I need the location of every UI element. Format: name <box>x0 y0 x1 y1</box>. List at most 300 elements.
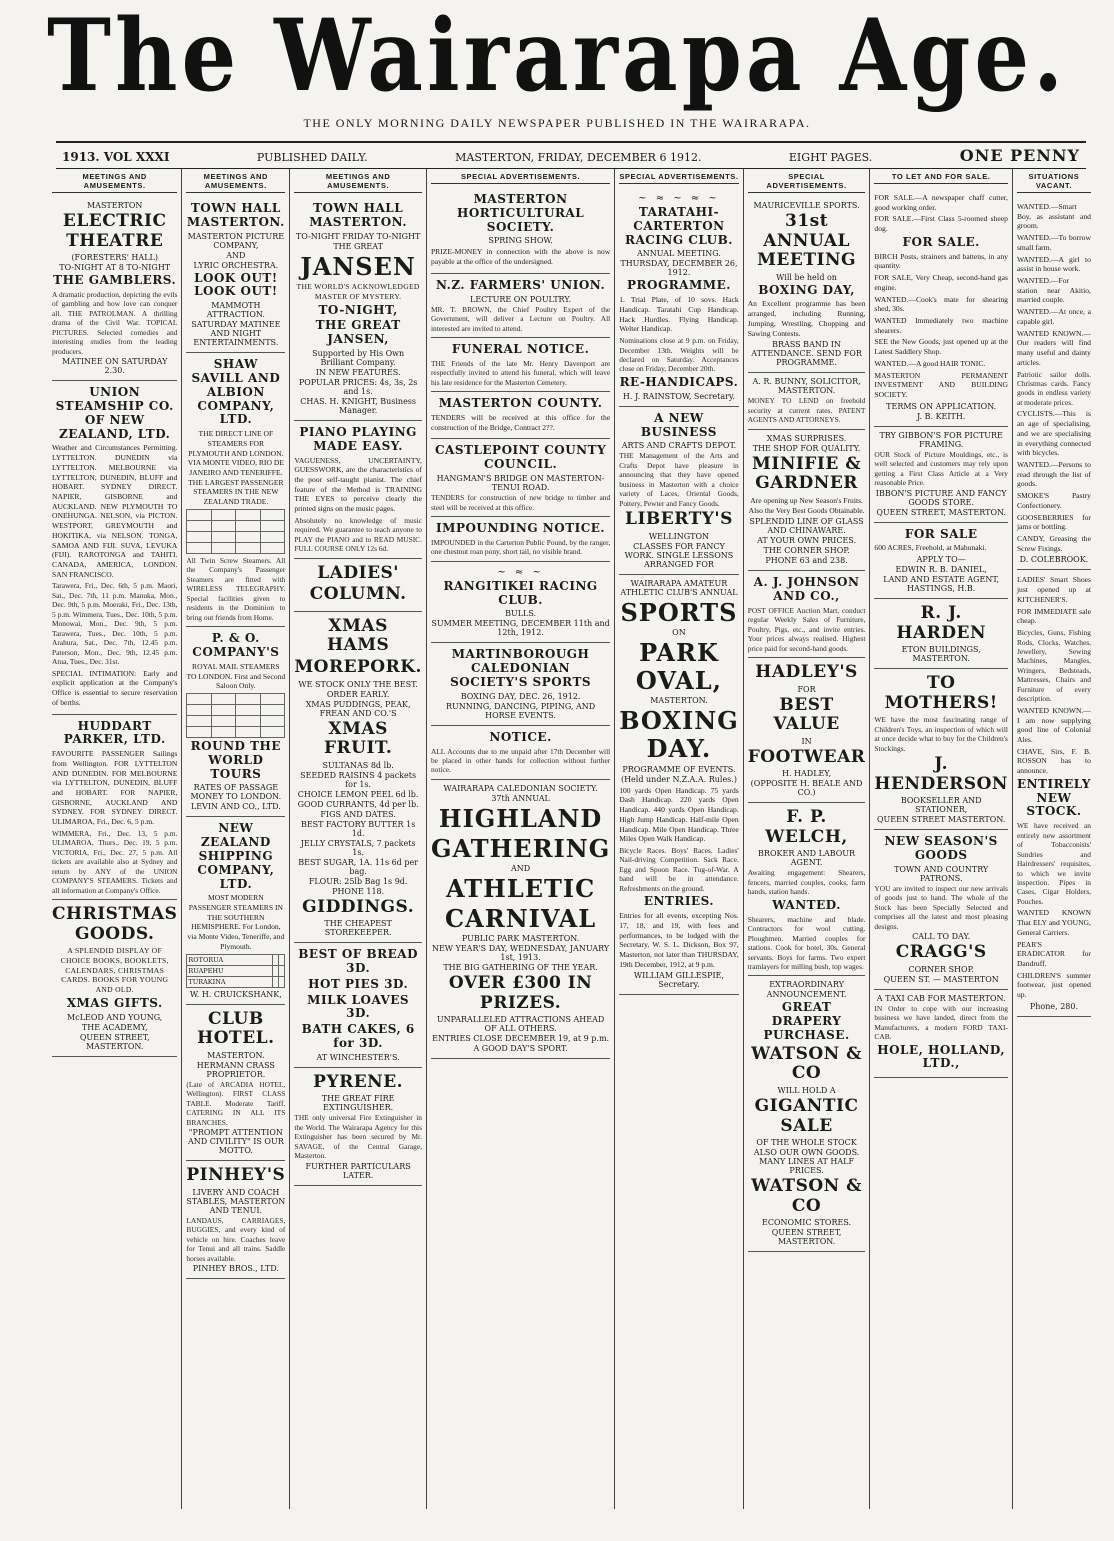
ad-title: PYRENE. <box>313 1071 404 1092</box>
ad-subline: A TAXI CAB FOR MASTERTON. <box>876 993 1006 1003</box>
ad-feature: XMAS FRUIT. <box>323 718 393 759</box>
ad-subline: TO-NIGHT FRIDAY TO-NIGHT <box>295 231 421 241</box>
harden-ad <box>874 599 1008 669</box>
ad-title: MARTINBOROUGH CALEDONIAN SOCIETY'S SPORTS <box>450 647 592 689</box>
sailing-table <box>186 693 285 738</box>
ad-body: Absolutely no knowledge of music required. We guarantee to teach anyone to PLAY the PIANO and to READ MUSIC. FULL COURSE ONLY 12s 6d. <box>294 515 422 554</box>
ad-feature: LOOK OUT! LOOK OUT! <box>194 270 278 299</box>
ad-subline: MAURICEVILLE SPORTS. <box>753 201 860 210</box>
column-8 <box>1013 169 1095 1509</box>
price-item: GOOD CURRANTS, 4d per lb. <box>297 799 419 809</box>
classified-ad: CYCLISTS.—This is an age of specialising, and we are specialising in everything connected with bicycles. <box>1016 409 1091 458</box>
newspaper-title: The Wairarapa Age. <box>46 0 1068 114</box>
ad-subline: H. HADLEY, <box>781 769 832 779</box>
ad-subline: TRY GIBBON'S FOR PICTURE FRAMING. <box>879 430 1003 449</box>
special-intimation: SPECIAL INTIMATION: Early and explicit application at the Company's Office is essential to secure reservation of berths. <box>52 668 178 707</box>
column-heading: MEETINGS AND AMUSEMENTS. <box>186 169 285 193</box>
horse-illustration: ~ ≈ ~ <box>497 566 544 578</box>
union-steamship-ad <box>52 381 177 714</box>
ad-title: CHRISTMAS GOODS. <box>52 904 178 944</box>
ad-body: Are opening up New Season's Fruits. Also the Very Best Goods Obtainable. <box>748 495 865 515</box>
issue-number: 1913. VOL XXXI <box>62 150 170 164</box>
ad-subline: EXTRAORDINARY <box>769 980 844 990</box>
ad-subline: A. R. BUNNY, SOLICITOR, MASTERTON. <box>752 377 861 396</box>
ad-subline: HANGMAN'S BRIDGE ON MASTERTON-TENUI ROAD. <box>436 474 605 493</box>
ad-body: Weather and Circumstances Permitting. LYTTELTON. DUNEDIN via LYTTELTON. MELBOURNE via LYTTELTON, DUNEDIN, BLUFF and HOBART. SYDNEY DIRECT. NAPIER, GISBORNE and AUCKLAND. NEW PLYMOUTH TO ONEHUNGA. NELSON, via PICTON. WESTPORT, GREYMOUTH and HOKITIKA, via NELSON. TONGA, SAMOA AND FIJI. SUVA, LEVUKA (FIJI). RAROTONGA and TAHITI. CANADA, AMERICA, LONDON. SAN FRANCISCO. <box>52 443 178 579</box>
advertiser-name: WATSON & CO <box>751 1043 862 1084</box>
ad-body: Awaiting engagement: Shearers, fencers, married couples, cooks, farm hands, station hands. <box>747 868 866 897</box>
ad-subline: BROKER AND LABOUR AGENT. <box>758 849 856 868</box>
ad-subline: MASTERTON. <box>650 696 708 706</box>
ad-feature: PARK OVAL, <box>635 638 722 695</box>
ad-title: TOWN HALL MASTERTON. <box>309 201 408 229</box>
for-sale-ads <box>874 188 1008 427</box>
ad-feature: THE GAMBLERS. <box>53 273 177 288</box>
ad-title: MASTERTON COUNTY. <box>438 396 603 411</box>
ad-subline: APPLY TO— <box>916 555 966 565</box>
ad-subline: THE GREAT <box>333 241 383 251</box>
ad-feature: ENTRIES. <box>643 894 715 909</box>
arts-crafts-ad <box>619 407 739 575</box>
ad-title: NEW SEASON'S GOODS <box>884 834 998 863</box>
ad-subline: AND <box>226 250 246 260</box>
column-4 <box>427 169 615 1509</box>
morepork-grocer-ad <box>294 612 422 943</box>
ad-subline: MASTERTON PICTURE COMPANY, <box>187 231 285 250</box>
advertiser-name: EDWIN R. B. DANIEL, <box>895 565 987 575</box>
ad-title: PIANO PLAYING MADE EASY. <box>299 425 417 453</box>
ad-title: ELECTRIC THEATRE <box>62 211 167 251</box>
classified-ad: BIRCH Posts, strainers and battens, in any quantity. <box>874 251 1008 271</box>
jansen-ad <box>294 197 422 421</box>
classified-ad: CHILDREN'S summer footwear, just opened up. <box>1016 970 1091 1000</box>
masthead <box>0 0 1114 112</box>
ad-title: PINHEY'S <box>186 1165 286 1186</box>
ad-subline: THE CHEAPEST STOREKEEPER. <box>324 919 392 938</box>
welch-labour-ad <box>748 803 866 976</box>
ad-feature: GREAT DRAPERY PURCHASE. <box>763 1000 850 1043</box>
cragg-ad <box>874 830 1008 989</box>
classified-ad: SEE the New Goods, just opened up at the Latest Saddlery Shop. <box>874 337 1008 357</box>
highland-gathering-ad <box>431 780 610 1059</box>
ad-title: MASTERTON HORTICULTURAL SOCIETY. <box>456 192 585 234</box>
ad-motto: "PROMPT ATTENTION AND CIVILITY" IS OUR MOTTO. <box>187 1128 284 1156</box>
ad-body: A SPLENDID DISPLAY OF CHOICE BOOKS, BOOKLETS, CALENDARS, CHRISTMAS CARDS. BOOKS FOR YOUNG AND OLD. <box>60 946 169 995</box>
henderson-ad <box>874 669 1008 830</box>
ad-subline: Will be held on <box>776 272 837 282</box>
ad-body: TENDERS for construction of new bridge to timber and steel will be received at this office. <box>430 493 611 512</box>
taratahi-racing-ad <box>619 188 739 407</box>
ad-subline: SATURDAY MATINEE AND NIGHT ENTERTAINMENTS. <box>191 320 281 348</box>
advertiser-name: WATSON & CO <box>751 1176 862 1216</box>
ad-feature: LIBERTY'S <box>625 509 733 530</box>
column-heading: MEETINGS AND AMUSEMENTS. <box>52 169 177 193</box>
ad-body: An Excellent programme has been arranged, including Running, Jumping, Wrestling, Chopping and Sawing Contests. <box>747 299 866 338</box>
notice-ad <box>431 726 610 780</box>
published-label: PUBLISHED DAILY. <box>256 151 368 164</box>
ad-agents: W. H. CRUICKSHANK, <box>189 989 282 999</box>
ad-title: RANGITIKEI RACING CLUB. <box>443 578 598 607</box>
column-1 <box>48 169 182 1509</box>
ship-name: ROTORUA <box>187 954 272 965</box>
ad-feature: OVER £300 IN PRIZES. <box>448 973 593 1013</box>
ad-body: A dramatic production, depicting the evils of gambling and how love can conquer all. THE PATROLMAN. A thrilling drama of the Civil War. TOPICAL PICTURES. Selected comedies and interesting studies from the leading producers. <box>52 289 178 356</box>
ad-subline: BOOKSELLER AND STATIONER, <box>900 796 982 815</box>
ad-body: 600 ACRES, Freehold, at Mahunaki. <box>874 543 987 553</box>
ad-subline: ON <box>672 628 686 638</box>
ad-title: IMPOUNDING NOTICE. <box>436 521 606 535</box>
ad-body: OUR Stock of Picture Mouldings, etc., is well selected and customers may rely upon getting a First Class Article at a Very reasonable Price. <box>874 449 1008 488</box>
price-item: BATH CAKES, 6 for 3D. <box>301 1022 415 1050</box>
ad-subline: NEW YEAR'S DAY, WEDNESDAY, JANUARY 1st, 1913. <box>431 944 610 963</box>
ad-feature: BEST VALUE <box>773 694 840 735</box>
advertiser-name: MINIFIE & GARDNER <box>752 453 862 494</box>
athletic-sports-ad <box>619 575 739 996</box>
ad-subline: ALSO OUR OWN GOODS. MANY LINES AT HALF PRICES. <box>753 1148 860 1176</box>
column-6 <box>744 169 871 1509</box>
classified-ad: WANTED.—Smart Boy, as assistant and groom. <box>1016 202 1091 231</box>
ad-subline: ANNOUNCEMENT. <box>766 990 847 1000</box>
ad-subline: WAIRARAPA CALEDONIAN SOCIETY. <box>443 783 598 793</box>
ad-feature: BOXING DAY. <box>619 706 739 764</box>
price-item: BEST SUGAR, 1A. 11s 6d per bag. <box>298 857 419 876</box>
ad-subline: TOWN AND COUNTRY PATRONS. <box>894 864 989 883</box>
ad-body: Nominations close at 9 p.m. on Friday, December 13th. Weights will be declared on Saturday. Acceptances close on Friday, December 20th. <box>619 336 739 374</box>
mauriceville-sports-ad <box>748 197 866 373</box>
ad-feature: ROUND THE WORLD TOURS <box>190 738 282 781</box>
price-item: HOT PIES 3D. <box>308 976 409 991</box>
ladies-column <box>294 559 422 612</box>
ad-subline: CLASSES FOR FANCY WORK. SINGLE LESSONS ARRANGED FOR <box>624 541 734 569</box>
ad-title: TARATAHI-CARTERTON RACING CLUB. <box>624 205 733 247</box>
ad-feature: THE GREAT JANSEN, <box>315 318 401 347</box>
ad-title: LADIES' <box>317 562 400 583</box>
section-heading: FOR SALE. <box>902 234 980 249</box>
newspaper-subtitle: THE ONLY MORNING DAILY NEWSPAPER PUBLISHED IN THE WAIRARAPA. <box>303 116 811 130</box>
column-heading: SPECIAL ADVERTISEMENTS. <box>431 169 610 184</box>
ad-body: Patriotic sailor dolls. Christmas cards. Fancy goods in endless variety at moderate prices. <box>1016 369 1091 407</box>
solicitor-ad <box>748 373 866 429</box>
ad-title: UNION STEAMSHIP CO. OF NEW ZEALAND, LTD. <box>55 385 174 441</box>
impounding-notice <box>431 517 610 562</box>
advertiser-name: GIDDINGS. <box>302 896 415 917</box>
ad-feature: WANTED. <box>772 897 841 912</box>
minifie-gardner-ad <box>748 430 866 572</box>
advertiser-name: J. B. KEITH. <box>916 411 966 421</box>
ad-body: 100 yards Open Handicap. 75 yards Dash Handicap. 220 yards Open Handicap. 440 yards Open Handicap. High Jump Handicap. Half-mile Open Handicap. Mile Open Handicap. Three Miles Open Walk Handicap. <box>619 785 739 844</box>
classified-ad: WANTED KNOWN That ELY and YOUNG, General Carriers. <box>1016 908 1091 937</box>
ad-feature: CARNIVAL <box>445 903 597 933</box>
advertiser-name: AT WINCHESTER'S. <box>316 1052 400 1062</box>
ad-title: NEW ZEALAND SHIPPING COMPANY, LTD. <box>197 821 275 891</box>
ad-body: WE have received an entirely new assortment of Tobacconists' Sundries and Hairdressers' requisites, to which we invite inspection. Pipes in Cases, Cigar Holders, Pouches. <box>1016 821 1091 906</box>
ad-subline: AND <box>510 864 531 874</box>
ad-subline: (Held under N.Z.A.A. Rules.) <box>620 774 737 784</box>
ad-prices: POPULAR PRICES: 4s, 3s, 2s and 1s. <box>298 378 418 397</box>
section-heading: ENTIRELY NEW STOCK. <box>1016 776 1091 819</box>
ad-subline: HERMANN CRASS PROPRIETOR. <box>196 1060 275 1079</box>
ad-title: FOR SALE <box>904 526 978 541</box>
classified-ad: WANTED.—To borrow small farm. <box>1016 233 1091 252</box>
ad-body: MR. T. BROWN, the Chief Poultry Expert of the Government, will deliver a Lecture on Poultry. All interested are invited to attend. <box>430 304 611 333</box>
ad-subline: ORDER EARLY. <box>326 689 390 699</box>
advertiser-name: A. J. JOHNSON AND CO., <box>753 575 860 604</box>
advertiser-address: QUEEN STREET, MASTERTON. <box>876 507 1007 517</box>
classified-ad: CANDY, Greasing the Screw Fixings. <box>1016 534 1091 553</box>
ad-agents: LEVIN AND CO., LTD. <box>190 802 281 812</box>
advertiser-address: QUEEN ST. — MASTERTON <box>883 974 999 984</box>
ad-subline: BOXING DAY, DEC. 26, 1912. <box>460 691 581 701</box>
column-heading: SPECIAL ADVERTISEMENTS. <box>748 169 866 193</box>
classified-ad: WANTED.—A good HAIR TONIC. <box>874 358 986 368</box>
situations-vacant-ads <box>1017 197 1091 570</box>
ad-feature: HIGHLAND <box>438 803 603 833</box>
funeral-notice <box>431 338 610 392</box>
ad-subline: BULLS. <box>505 609 537 619</box>
ad-body: Bicycles, Guns, Fishing Rods, Clocks, Watches, Jewellery, Sewing Machines, Mangles, Wringers, Bedsteads, Mattresses, Chairs and Furniture of every description. <box>1016 628 1091 704</box>
ad-feature: GIGANTIC SALE <box>754 1095 859 1136</box>
ad-body: WE have the most fascinating range of Children's Toys, an inspection of which will at once decide what to buy for the Children's Stockings. <box>874 715 1008 753</box>
ad-body: VAGUENESS, UNCERTAINTY, GUESSWORK, are the characteristics of the poor self-taught pianist. The chief feature of the Method is TRAINING THE EYES to perceive clearly the printed signs on the music pages. <box>294 455 422 514</box>
advertiser-shop: THE ACADEMY, <box>81 1022 148 1032</box>
ad-title: FUNERAL NOTICE. <box>451 342 590 357</box>
ad-subline: LAND AND ESTATE AGENT, HASTINGS, H.B. <box>883 575 1000 594</box>
ad-subline: XMAS PUDDINGS, PEAK, FREAN AND CO.'S <box>305 699 411 718</box>
ad-feature: FOOTWEAR <box>747 746 866 767</box>
ad-subline: TERMS ON APPLICATION. <box>886 401 997 411</box>
classified-ad: WANTED KNOWN.—Our readers will find many useful and dainty articles. <box>1016 328 1091 367</box>
ad-body: YOU are invited to inspect our new arrivals of goods just to hand. The whole of the Stock has been Specially Selected and comprises all the latest and most pleasing designs. <box>874 883 1008 931</box>
ad-subline: BRASS BAND IN ATTENDANCE. SEND FOR PROGRAMME. <box>751 340 862 368</box>
column-heading: MEETINGS AND AMUSEMENTS. <box>294 169 422 193</box>
ad-body: WIMMERA, Fri., Dec. 13, 5 p.m. ULIMAROA, Thurs., Dec. 19, 5 p.m. VICTORIA, Fri., Dec. 27, 5 p.m. All tickets are available also at Sydney and return by ANY of the UNION COMPANY'S STEAMERS. Tickets and all information at Company's Office. <box>52 828 178 895</box>
ad-subline: ANNUAL MEETING. <box>636 249 721 259</box>
ad-subline: LECTURE ON POULTRY. <box>470 294 572 304</box>
club-hotel-ad <box>186 1005 285 1161</box>
ad-body: All Twin Screw Steamers. All the Company's Passenger Steamers are fitted with WIRELESS TELEGRAPHY. Special facilities given to residents in the Dominion to bring out friends from Home. <box>186 555 286 622</box>
ad-title: N.Z. FARMERS' UNION. <box>435 277 606 292</box>
phone-number: PHONE 118. <box>332 886 385 896</box>
masterton-county-ad <box>431 392 610 439</box>
classified-ad: LADIES' Smart Shoes just opened up at KITCHENER'S. <box>1016 575 1091 604</box>
price-item: MILK LOAVES 3D. <box>307 992 410 1021</box>
castlepoint-county-ad <box>431 439 610 517</box>
ad-feature: GATHERING <box>430 833 611 863</box>
ship-name: TURAKINA <box>187 976 272 987</box>
classified-ad: FOR IMMEDIATE sale cheap. <box>1016 606 1091 626</box>
piano-ad <box>294 421 422 559</box>
ad-body: IMPOUNDED in the Carterton Public Pound, by the ranger, one chestnut roan pony, short tail, no visible brand. <box>430 537 611 557</box>
column-heading: TO LET AND FOR SALE. <box>874 169 1008 184</box>
ad-body: TENDERS will be received at this office for the construction of the Bridge, Contract 2??. <box>430 413 611 432</box>
ad-footer: FURTHER PARTICULARS LATER. <box>305 1161 411 1180</box>
column-heading: SPECIAL ADVERTISEMENTS. <box>619 169 739 184</box>
ad-body: 1. Trial Plate, of 10 sovs. Hack Handicap. Taratahi Cup Handicap. Hack Hurdles. Flying Handicap. Welter Handicap. <box>619 295 739 334</box>
advertiser-name: HOLE, HOLLAND, LTD., <box>877 1042 1006 1071</box>
kitchener-ads <box>1017 570 1091 1016</box>
column-3 <box>290 169 427 1509</box>
ad-subline: ARTS AND CRAFTS DEPOT. <box>621 441 737 451</box>
ad-subline: OF THE WHOLE STOCK <box>756 1138 857 1148</box>
ad-title: TO MOTHERS! <box>884 673 998 713</box>
ad-subline: (OPPOSITE H. BEALE AND CO.) <box>750 779 863 798</box>
column-2 <box>182 169 290 1509</box>
classified-ad: WANTED.—Persons to read through the list of goods. <box>1016 459 1091 489</box>
ad-secretary: H. J. RAINSTOW, Secretary. <box>622 391 735 401</box>
ad-title: MOREPORK. <box>294 656 422 677</box>
ad-secretary: WILLIAM GILLESPIE, Secretary. <box>633 971 724 990</box>
advertiser-address: QUEEN STREET MASTERTON. <box>877 815 1006 825</box>
ad-body: LANDAUS, CARRIAGES, BUGGIES, and every kind of vehicle on hire. Coaches leave for Tenui and all trains. Saddle horses available. <box>186 1215 286 1263</box>
ad-subline: IN NEW FEATURES. <box>315 368 401 378</box>
advertiser-name: J. HENDERSON <box>874 754 1008 794</box>
ad-title: NOTICE. <box>489 729 552 744</box>
gibbon-framing-ad <box>874 427 1008 523</box>
advertiser-name: CRAGG'S <box>895 942 987 963</box>
land-sale-ad <box>874 523 1008 600</box>
ad-body: MONEY TO LEND on freehold security at current rates. PATENT AGENTS AND ATTORNEYS. <box>747 396 866 425</box>
classified-ad: WANTED.—Cook's mate for shearing shed, 30s. <box>874 294 1008 314</box>
sailing-table <box>186 509 285 554</box>
ad-footer: PINHEY BROS., LTD. <box>192 1263 279 1273</box>
ad-subline: IN <box>801 736 812 746</box>
ad-body: (Late of ARCADIA HOTEL, Wellington). FIRST CLASS TABLE. Moderate Tariff. CATERING IN ALL ITS BRANCHES. <box>186 1079 286 1127</box>
huddart-parker-ad <box>52 715 177 901</box>
town-hall-picture-ad <box>186 197 285 353</box>
ad-subline: UNPARALLELED ATTRACTIONS AHEAD OF ALL OTHERS. <box>436 1015 605 1034</box>
page-count: EIGHT PAGES. <box>788 151 873 164</box>
ad-title: A NEW BUSINESS <box>640 410 717 439</box>
advertiser-address: QUEEN STREET, MASTERTON. <box>771 1228 842 1247</box>
ad-feature: JANSEN <box>300 251 416 281</box>
ad-subline: PROGRAMME OF EVENTS. <box>622 764 736 774</box>
johnson-ad <box>748 571 866 658</box>
phone-number: Phone, 280. <box>1029 1001 1079 1011</box>
advertiser-name: F. P. WELCH, <box>765 807 848 847</box>
place-date: MASTERTON, FRIDAY, DECEMBER 6 1912. <box>455 151 702 164</box>
farmers-union-ad <box>431 274 610 338</box>
ad-body: THE only universal Fire Extinguisher in the World. The Wairarapa Agency for this Extinguisher has been secured by Mr. SAVAGE, of the Central Garage, Masterton. <box>294 1113 422 1161</box>
classified-ad: SMOKE'S Pastry Confectionery. <box>1016 491 1091 510</box>
price-item: BEST OF BREAD 3D. <box>298 947 418 975</box>
pinhey-stables-ad <box>186 1161 285 1279</box>
price-item: CHOICE LEMON PEEL 6d lb. <box>297 789 419 799</box>
ad-body: POST OFFICE Auction Mart, conduct regular Weekly Sales of Furniture, Poultry, Pigs, etc., and invite entries. Your prices always realised. Highest price paid for second-hand goods. <box>747 605 866 653</box>
ad-subline: XMAS SURPRISES. <box>766 433 847 443</box>
ad-body: THE DIRECT LINE OF STEAMERS FOR PLYMOUTH AND LONDON. VIA MONTE VIDEO, RIO DE JANEIRO AND TENERIFFE. THE LARGEST PASSENGER STEAMERS IN THE NEW ZEALAND TRADE. <box>187 429 284 507</box>
ad-subline: LIVERY AND COACH STABLES, MASTERTON AND TENUI. <box>186 1187 286 1215</box>
classified-ad: GOOSEBERRIES for jams or bottling. <box>1016 512 1091 532</box>
sailing-table <box>186 954 285 988</box>
ad-subline: MATINEE ON SATURDAY 2.30. <box>61 357 168 376</box>
ad-subline: RATES OF PASSAGE MONEY TO LONDON. <box>190 783 282 802</box>
ad-subline: (FORESTERS' HALL) <box>71 253 158 263</box>
ad-subline: IBBON'S PICTURE AND FANCY GOODS STORE. <box>875 488 1007 507</box>
ad-subline: ECONOMIC STORES. <box>762 1218 852 1228</box>
shaw-savill-ad <box>186 353 285 627</box>
ad-subline: Supported by His Own Brilliant Company. <box>312 349 405 368</box>
classified-ad: FOR SALE.—First Class 5-roomed sheep dog. <box>874 214 1008 234</box>
ad-subline: CORNER SHOP. <box>908 964 974 974</box>
pyrene-ad <box>294 1068 422 1186</box>
ad-body: Shearers, machine and blade. Contractors for wool cutting. Ploughmen. Married couples for stations. Cook for hotel, 30s. General servants. Boys for farms. Two expert tramlayers for milling bush, top wages. <box>747 914 866 972</box>
ad-feature: BOXING DAY, <box>758 282 855 297</box>
classified-ad: WANTED KNOWN.—I am now supplying good line of Colonial Ales. <box>1016 705 1091 744</box>
classified-ad: CHAVE, Sirs, F. B. ROSSON has to announce. <box>1016 746 1091 776</box>
ad-subline: 37th ANNUAL <box>491 793 550 803</box>
ad-subline: SPRING SHOW. <box>488 236 553 246</box>
ad-feature: SPORTS <box>620 597 738 627</box>
classified-ad: MASTERTON PERMANENT INVESTMENT AND BUILDING SOCIETY. <box>874 370 1008 400</box>
ad-feature: PROGRAMME. <box>627 278 731 293</box>
ad-subline: THE BIG GATHERING OF THE YEAR. <box>443 963 598 973</box>
bakery-ad <box>294 943 422 1068</box>
ad-title: XMAS HAMS <box>326 615 390 656</box>
horticultural-ad <box>431 188 610 274</box>
ad-feature: RE-HANDICAPS. <box>619 374 739 389</box>
price-item: SEEDED RAISINS 4 packets for 1s. <box>300 770 417 789</box>
columns <box>48 169 1092 1509</box>
ad-body: PRIZE-MONEY in connection with the above is now payable at the office of the undersigned. <box>430 247 611 267</box>
ship-name: RUAPEHU <box>187 965 272 976</box>
ad-subline: THE GREAT FIRE EXTINGUISHER. <box>321 1094 395 1113</box>
christmas-goods-ad <box>52 900 177 1056</box>
ad-body: THE Management of the Arts and Crafts Depot have pleasure in announcing that they have opened business in Masterton with a choice variety of Laces, Oriental Goods, Pottery, Pewter and Fancy Goods. <box>619 451 739 508</box>
ad-title: HUDDART PARKER, LTD. <box>63 718 166 747</box>
ad-feature: XMAS GIFTS. <box>66 995 163 1010</box>
ad-title: CASTLEPOINT COUNTY COUNCIL. <box>435 443 607 472</box>
price-item: FLOUR: 25lb Bag 1s 9d. <box>308 876 408 886</box>
ad-subline: WE STOCK ONLY THE BEST. <box>298 679 418 689</box>
rangitikei-racing-ad <box>431 562 610 644</box>
price-item: FIGS AND DATES. <box>320 809 396 819</box>
ad-title: TOWN HALL MASTERTON. <box>186 201 285 229</box>
ad-subline: ETON BUILDINGS, MASTERTON. <box>901 645 981 664</box>
ad-subline: SPLENDID LINE OF GLASS AND CHINAWARE. <box>749 517 864 536</box>
advertiser-name: R. J. HARDEN <box>896 603 986 643</box>
ad-subline: ENTRIES CLOSE DECEMBER 19, at 9 p.m. <box>432 1034 610 1044</box>
ad-subline: RUNNING, DANCING, PIPING, AND HORSE EVENTS. <box>445 701 596 720</box>
ad-subline: WILL HOLD A <box>777 1085 836 1095</box>
ad-body: Entries for all events, excepting Nos. 17, 18, and 19, with fees and performances, to be lodged with the Secretary, W. S. L. Dickson, Box 97, Masterton, not later than THURSDAY, 19th December, 1912, at 9 p.m. <box>619 911 739 969</box>
price-item: BEST FACTORY BUTTER 1s 1d. <box>300 819 416 838</box>
ad-body: THE WORLD'S ACKNOWLEDGED MASTER OF MYSTERY. <box>296 282 420 301</box>
classified-ad: PEAR'S ERADICATOR for Dandruff. <box>1016 939 1091 969</box>
ad-subline: A GOOD DAY'S SPORT. <box>473 1044 568 1054</box>
ad-body: THE Friends of the late Mr. Henry Davenport are respectfully invited to attend his funeral, which will leave his late residence for the Masterton Cemetery. <box>430 358 611 387</box>
ad-subline: CALL TO DAY. <box>912 932 971 942</box>
po-company-ad <box>186 627 285 817</box>
ad-title: 31st ANNUAL MEETING <box>757 211 857 271</box>
ad-subline: WELLINGTON <box>648 531 710 541</box>
ad-subline: SUMMER MEETING, DECEMBER 11th and 12th, 1912. <box>431 619 610 638</box>
price-item: SULTANAS 8d lb. <box>322 760 394 770</box>
taxi-ad <box>874 990 1008 1078</box>
ad-subline: PUBLIC PARK MASTERTON. <box>461 934 580 944</box>
classified-ad: WANTED.—For station near Akitio, married couple. <box>1016 276 1091 305</box>
column-5 <box>615 169 744 1509</box>
column-7 <box>870 169 1013 1509</box>
advertiser-name: HADLEY'S <box>755 662 858 683</box>
ad-title: P. & O. COMPANY'S <box>192 631 280 659</box>
advertiser-name: D. COLEBROOK. <box>1019 555 1089 565</box>
advertiser-address: QUEEN STREET, MASTERTON. <box>79 1032 150 1051</box>
ad-title: SHAW SAVILL AND ALBION COMPANY, LTD. <box>191 357 281 427</box>
classified-ad: FOR SALE.—A newspaper chaff cutter, good working order. <box>874 193 1008 212</box>
ad-body: IN Order to cope with our increasing business we have landed, direct from the Manufacturers, a modern FORD TAXI-CAB. <box>874 1003 1008 1042</box>
ad-manager: CHAS. H. KNIGHT, Business Manager. <box>300 397 417 416</box>
ad-subline: TO-NIGHT AT 8 TO-NIGHT <box>59 263 171 273</box>
